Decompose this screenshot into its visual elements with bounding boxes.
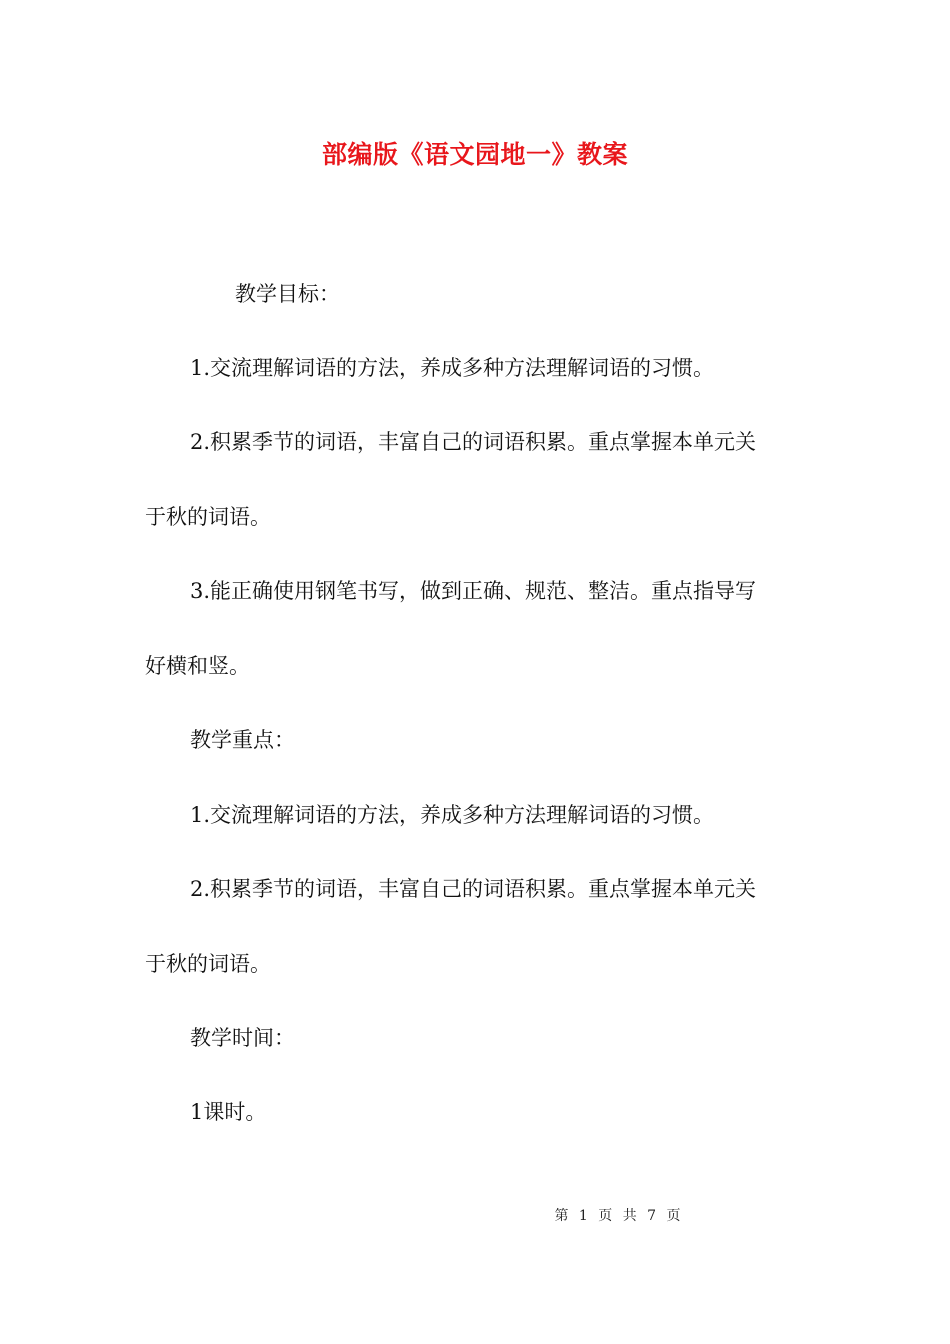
page-number-footer: 第 1 页 共 7 页 <box>554 1208 681 1224</box>
paragraph-objective-3: 3.能正确使用钢笔书写，做到正确、规范、整洁。重点指导写 <box>190 579 757 603</box>
paragraph-keypoint-2-cont: 于秋的词语。 <box>145 952 271 976</box>
paragraph-objective-2: 2.积累季节的词语，丰富自己的词语积累。重点掌握本单元关 <box>190 430 757 454</box>
paragraph-keypoint-1: 1.交流理解词语的方法，养成多种方法理解词语的习惯。 <box>190 803 715 827</box>
paragraph-objective-3-cont: 好横和竖。 <box>145 654 250 678</box>
paragraph-keypoint-2: 2.积累季节的词语，丰富自己的词语积累。重点掌握本单元关 <box>190 877 757 901</box>
paragraph-objectives-heading: 教学目标： <box>235 282 340 306</box>
paragraph-keypoints-heading: 教学重点： <box>190 728 295 752</box>
paragraph-time-heading: 教学时间： <box>190 1026 295 1050</box>
paragraph-objective-2-cont: 于秋的词语。 <box>145 505 271 529</box>
paragraph-objective-1: 1.交流理解词语的方法，养成多种方法理解词语的习惯。 <box>190 356 715 380</box>
paragraph-time-value: 1课时。 <box>190 1100 267 1124</box>
document-title: 部编版《语文园地一》教案 <box>321 140 628 169</box>
